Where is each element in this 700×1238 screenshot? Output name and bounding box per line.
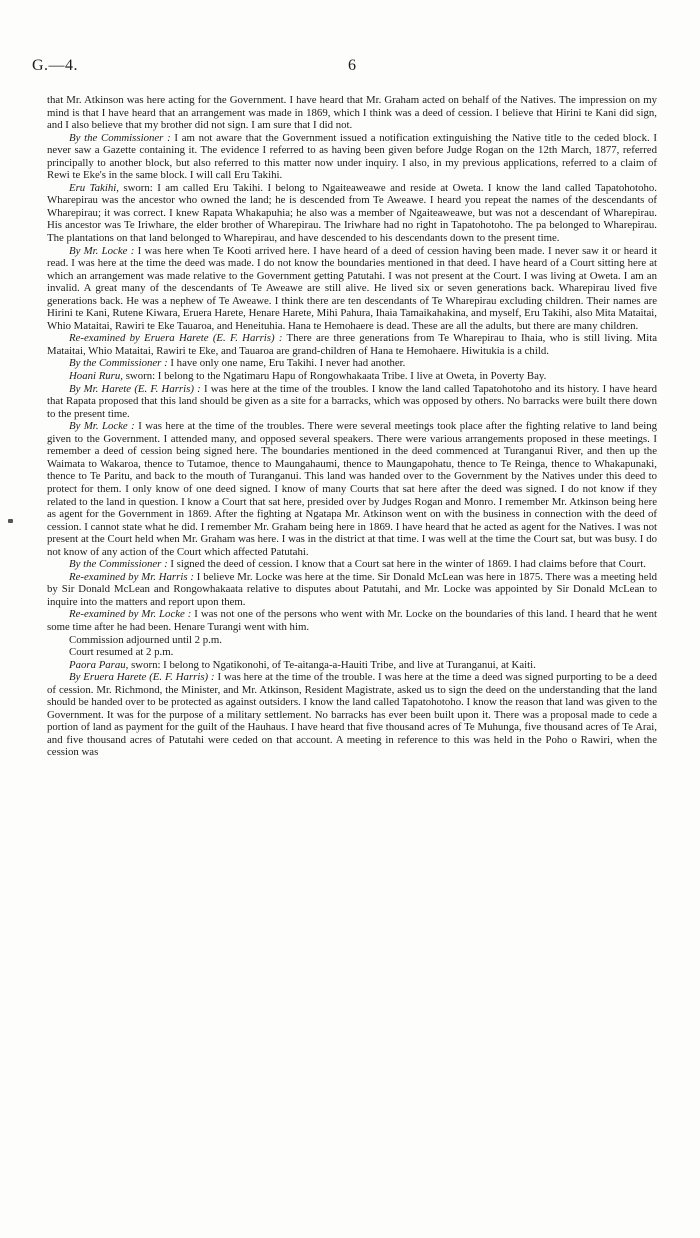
paragraph bbox=[47, 608, 657, 633]
paragraph bbox=[47, 571, 657, 609]
speaker-label: By Mr. Locke : bbox=[69, 420, 135, 433]
paragraph-text: I was here at the time of the troubles. There were several meetings took place after the fighting relative to land being given to the Government. I attended many, and opposed several speakers. There were various arrangements proposed in these meetings. I remember a deed of cession being signed here. The boundaries mentioned in the deed commenced at Turanganui River, and then up the Waimata to Wakaroa, thence to Tutamoe, thence to Maungahaumi, thence to Maungapohatu, thence to Te Reinga, thence to Whakapunaki, thence to Te Paritu, and back to the mouth of Turanganui. This land was handed over to the Government by the Natives under this deed to protect for them. I only know of one deed signed. I know of many Courts that sat here after the deed was signed. I do not know if they related to the land in question. I know a Court that sat here, presided over by Judges Rogan and Monro. I remember Mr. Atkinson being here as agent for the Government in 1869. After the fighting at Ngatapa Mr. Atkinson went on with the business in connection with the deed of cession. I cannot state what he did. I remember Mr. Graham being here in 1869. I have heard that he acted as agent for the Natives. I was not present at the Court held when Mr. Graham was here. I was in the district at that time. I was well at the time the Court sat, but was busy. I do not know of any action of the Court which affected Patutahi. bbox=[47, 420, 657, 558]
paragraph bbox=[47, 659, 657, 672]
paragraph bbox=[47, 245, 657, 333]
paragraph-text: sworn: I belong to Ngatikonohi, of Te-aitanga-a-Hauiti Tribe, and live at Turanganui, at Kaiti. bbox=[131, 658, 536, 671]
paragraph-text: I have only one name, Eru Takihi. I never had another. bbox=[170, 357, 406, 370]
speaker-label: By Eruera Harete (E. F. Harris) : bbox=[69, 671, 215, 684]
document-reference: G.—4. bbox=[32, 57, 79, 74]
speaker-label: By the Commissioner : bbox=[69, 558, 168, 571]
paragraph bbox=[47, 383, 657, 421]
paragraph bbox=[47, 182, 657, 245]
paragraph-text: I signed the deed of cession. I know that a Court sat here in the winter of 1869. I had claims before that Court. bbox=[170, 558, 646, 571]
speaker-label: Re-examined by Mr. Locke : bbox=[69, 608, 192, 621]
paragraph-text: sworn: I belong to the Ngatimaru Hapu of Rongowhakaata Tribe. I live at Oweta, in Poverty Bay. bbox=[125, 370, 547, 383]
paragraph-text: I was here when Te Kooti arrived here. I have heard of a deed of cession having been made. I never saw it or heard it read. I was here at the time the deed was made. I do not know the boundaries mentioned in that deed. I have heard of a Court sitting here at which an arrangement was made relative to the Government getting Patutahi. I was not present at the Court. I was living at Oweta. I am an invalid. A great many of the descendants of Te Aweawe are still alive. He lived six or seven generations back. Wharepirau lived five generations back. He was a nephew of Te Aweawe. I think there are ten descendants of Te Wharepirau excluding children. Their names are Hirini te Kani, Rutene Kiwara, Eruera Harete, Henare Harete, Mihi Pahura, Ihaia Tamaikahakina, and myself, Eru Takihi, also Mita Mataitai, Whio Mataitai, Rawiri te Eke Tauaroa, and Heneituhia. Hana te Hemohaere is dead. These are all the adults, but there are many children. bbox=[47, 244, 658, 332]
speaker-label: Paora Parau, bbox=[69, 658, 129, 671]
paragraph bbox=[47, 646, 657, 659]
speaker-label: By the Commissioner : bbox=[69, 131, 171, 144]
body-text bbox=[47, 94, 657, 759]
speaker-label: By the Commissioner : bbox=[69, 357, 168, 370]
paragraph-text: sworn: I am called Eru Takihi. I belong to Ngaiteaweawe and reside at Oweta. I know the land called Tapatohotoho. Wharepirau was the ancestor who owned the land; he is descended from Te Aweawe. I heard you repeat the names of the descendants of Wharepirau; it was correct. I knew Rapata Whakapuhia; he also was a member of Ngaiteaweawe, but was not a descendant of Wharepirau. His ancestor was Te Iriwhare, the elder brother of Wharepirau. The Iriwhare had no right in Tapatohotoho. The pa belonged to Wharepirau. The plantations on that land belonged to Wharepirau, and have descended to his descendants down to the present time. bbox=[47, 181, 657, 245]
page-header bbox=[32, 57, 668, 79]
paragraph-text: I was not one of the persons who went with Mr. Locke on the boundaries of this land. I heard that he went some time after he had been. Henare Turangi went with him. bbox=[47, 608, 658, 633]
paragraph-text: I am not aware that the Government issued a notification extinguishing the Native title to the ceded block. I never saw a Gazette containing it. The evidence I referred to as having been given before Judge Rogan on the 12th March, 1877, referred principally to another block, but also referred to this matter now under inquiry. I also, in my previous applications, referred to a claim of Rewi te Eke's in the same block. I will call Eru Takihi. bbox=[47, 131, 657, 182]
page-number: 6 bbox=[348, 57, 356, 74]
paragraph bbox=[47, 671, 657, 759]
speaker-label: Re-examined by Mr. Harris : bbox=[69, 570, 194, 583]
paragraph bbox=[47, 94, 657, 132]
speaker-label: By Mr. Locke : bbox=[69, 244, 135, 257]
speaker-label: Re-examined by Eruera Harete (E. F. Harris) : bbox=[69, 332, 283, 345]
paragraph-text: I was here at the time of the troubles. I know the land called Tapatohotoho and its history. I have heard that Rapata proposed that this land should be given as a site for a barracks, which was opposed by others. No barracks were built there down to the present time. bbox=[47, 382, 657, 420]
paragraph bbox=[47, 420, 657, 558]
paragraph-text: that Mr. Atkinson was here acting for the Government. I have heard that Mr. Graham acted on behalf of the Natives. The impression on my mind is that I have heard that an arrangement was made in 1869, which I think was a deed of cession. I believe that Hirini te Kani did sign, and I also believe that my brother did not sign. I am sure that I did not. bbox=[47, 94, 657, 132]
paragraph bbox=[47, 332, 657, 357]
paragraph bbox=[47, 634, 657, 647]
paragraph bbox=[47, 558, 657, 571]
speaker-label: Hoani Ruru, bbox=[69, 370, 123, 383]
paragraph-text: Commission adjourned until 2 p.m. bbox=[69, 633, 222, 646]
margin-mark bbox=[8, 519, 13, 523]
paragraph-text: There are three generations from Te Wharepirau to Ihaia, who is still living. Mita Mataitai, Whio Mataitai, Rawiri te Eke, and Tauaroa are grand-children of Hana te Hemohaere. Hiwitukia is a child. bbox=[47, 332, 658, 357]
paragraph-text: Court resumed at 2 p.m. bbox=[69, 646, 174, 659]
paragraph-text: I was here at the time of the trouble. I was here at the time a deed was signed purporting to be a deed of cession. Mr. Richmond, the Minister, and Mr. Atkinson, Resident Magistrate, asked us to sign the deed on the understanding that the land should be handed over to be protected as against outsiders. I know the land called Tapatohotoho. I know the reason that land was given to the Government. It was for the purpose of a military settlement. No barracks has ever been built upon it. There was a proposal made to cede a portion of land as payment for the guilt of the Hauhaus. I have heard that five thousand acres of Te Muhunga, five thousand acres of Te Arai, and five thousand acres of Patutahi were ceded on that account. A meeting in reference to this was held in the Poho o Rawiri, when the cession was bbox=[47, 671, 657, 759]
paragraph bbox=[47, 132, 657, 182]
speaker-label: By Mr. Harete (E. F. Harris) : bbox=[69, 382, 201, 395]
speaker-label: Eru Takihi, bbox=[69, 181, 119, 194]
paragraph-text: I believe Mr. Locke was here at the time. Sir Donald McLean was here in 1875. There was a meeting held by Sir Donald McLean and Rongowhakaata relative to disputes about Patutahi, and Mr. Locke was appointed by Sir Donald McLean to inquire into the matters and report upon them. bbox=[47, 570, 657, 608]
paragraph bbox=[47, 357, 657, 370]
paragraph bbox=[47, 370, 657, 383]
